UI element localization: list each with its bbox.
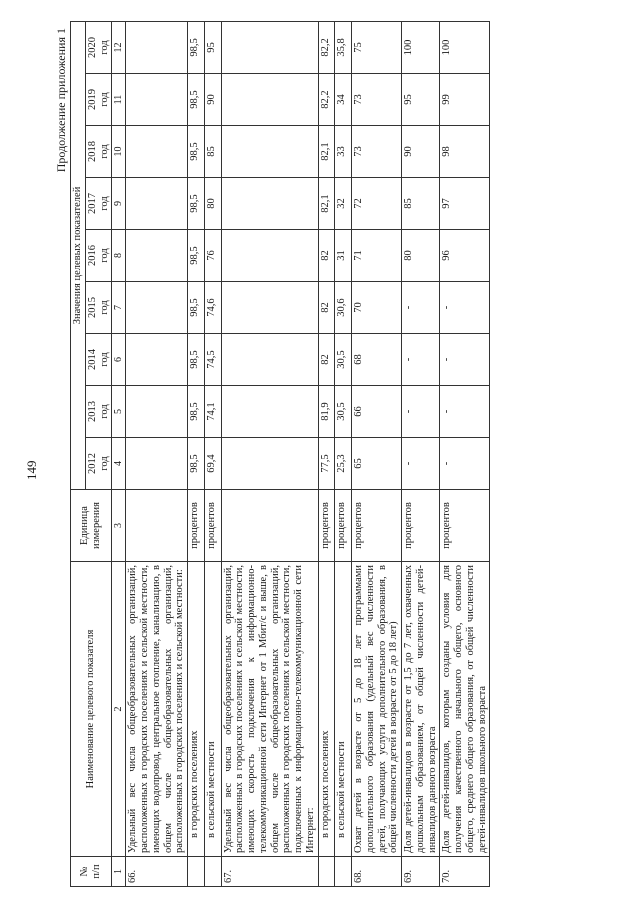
indicator-value: 82 xyxy=(318,334,335,386)
indicator-value: 98,5 xyxy=(188,126,205,178)
indicator-value xyxy=(221,386,318,438)
header-unit: Единица измерения xyxy=(71,490,112,562)
indicator-value: 65 xyxy=(352,438,402,490)
year-label: год xyxy=(98,144,110,159)
year-value: 2020 xyxy=(86,36,98,58)
year-value: 2018 xyxy=(86,141,98,162)
table-row xyxy=(440,21,490,886)
column-number: 7 xyxy=(112,282,126,334)
indicator-value: 98,5 xyxy=(188,438,205,490)
table-row xyxy=(188,21,205,886)
unit-of-measure: процентов xyxy=(402,490,440,562)
indicator-value: 34 xyxy=(335,74,352,126)
column-number: 2 xyxy=(112,562,126,857)
indicator-value xyxy=(221,334,318,386)
row-number xyxy=(188,857,205,887)
header-year xyxy=(85,230,112,282)
indicator-value: 71 xyxy=(352,230,402,282)
indicator-value xyxy=(126,74,188,126)
column-number: 1 xyxy=(112,857,126,887)
column-number: 5 xyxy=(112,386,126,438)
year-value: 2013 xyxy=(86,401,98,422)
indicator-value: 90 xyxy=(204,74,221,126)
column-number: 8 xyxy=(112,230,126,282)
indicator-value: 70 xyxy=(352,282,402,334)
indicator-value: 76 xyxy=(204,230,221,282)
unit-of-measure: процентов xyxy=(352,490,402,562)
year-value: 2017 xyxy=(86,193,98,214)
row-number xyxy=(335,857,352,887)
year-label: год xyxy=(98,352,110,367)
unit-of-measure: процентов xyxy=(440,490,490,562)
year-label: год xyxy=(98,196,110,211)
continuation-note: Продолжение приложения 1 xyxy=(54,28,68,173)
header-year xyxy=(85,334,112,386)
header-row-main xyxy=(71,21,86,886)
indicator-value: - xyxy=(440,438,490,490)
indicator-value xyxy=(126,126,188,178)
indicator-value: 66 xyxy=(352,386,402,438)
indicator-value: 74,5 xyxy=(204,334,221,386)
indicator-value xyxy=(221,21,318,73)
indicator-name: Удельный вес числа общеобразовательных организаций, расположенных в городских поселениях и сельской местности, имеющих скорость подключения к информационно-телекоммуникационной сети Интернет от 1 Мбит/с и выше, в общем числе общеобразовательных организаций, расположенных в городских поселениях и сельской местности, подключенных к информационно-телекоммуникационной сети Интернет: xyxy=(221,562,318,857)
indicator-name: Доля детей-инвалидов в возрасте от 1,5 до 7 лет, охваченных дошкольным образованием, от общей численности детей-инвалидов данного возраста xyxy=(402,562,440,857)
indicator-value: 98,5 xyxy=(188,178,205,230)
indicator-value: 96 xyxy=(440,230,490,282)
indicator-name: в сельской местности xyxy=(335,562,352,857)
indicator-value: 74,6 xyxy=(204,282,221,334)
header-row-column-numbers xyxy=(112,21,126,886)
header-year xyxy=(85,178,112,230)
indicator-value: 80 xyxy=(402,230,440,282)
column-number: 3 xyxy=(112,490,126,562)
indicator-value: 85 xyxy=(204,126,221,178)
indicator-value: 32 xyxy=(335,178,352,230)
header-year xyxy=(85,438,112,490)
row-number: 70. xyxy=(440,857,490,887)
row-number: 66. xyxy=(126,857,188,887)
column-number: 10 xyxy=(112,126,126,178)
year-label: год xyxy=(98,92,110,107)
indicator-value: 31 xyxy=(335,230,352,282)
table-header xyxy=(71,21,126,886)
indicator-name: в городских поселениях xyxy=(188,562,205,857)
column-number: 11 xyxy=(112,74,126,126)
year-value: 2012 xyxy=(86,453,98,474)
indicator-value: 73 xyxy=(352,126,402,178)
indicator-value xyxy=(126,21,188,73)
indicator-value: 25,3 xyxy=(335,438,352,490)
indicator-value: 100 xyxy=(402,21,440,73)
unit-of-measure: процентов xyxy=(204,490,221,562)
indicator-value: - xyxy=(402,334,440,386)
indicator-value xyxy=(221,230,318,282)
indicator-value: - xyxy=(402,282,440,334)
header-num: № п/п xyxy=(71,857,112,887)
table-body xyxy=(126,21,490,886)
indicator-value xyxy=(221,178,318,230)
column-number: 12 xyxy=(112,21,126,73)
unit-of-measure xyxy=(221,490,318,562)
indicator-value: 82,1 xyxy=(318,178,335,230)
indicator-value: 90 xyxy=(402,126,440,178)
table-row xyxy=(402,21,440,886)
year-label: год xyxy=(98,404,110,419)
indicator-value: 77,5 xyxy=(318,438,335,490)
table-row xyxy=(318,21,335,886)
row-number xyxy=(204,857,221,887)
indicator-value: - xyxy=(402,438,440,490)
column-number: 9 xyxy=(112,178,126,230)
indicator-value: 82,2 xyxy=(318,74,335,126)
indicator-value: 68 xyxy=(352,334,402,386)
unit-of-measure xyxy=(126,490,188,562)
indicator-value xyxy=(221,282,318,334)
year-label: год xyxy=(98,456,110,471)
indicator-value: 85 xyxy=(402,178,440,230)
indicator-value: 82 xyxy=(318,230,335,282)
row-number xyxy=(318,857,335,887)
table-row xyxy=(126,21,188,886)
indicator-value: 81,9 xyxy=(318,386,335,438)
year-value: 2014 xyxy=(86,349,98,370)
indicator-value: 30,5 xyxy=(335,334,352,386)
indicator-name: Доля детей-инвалидов, которым созданы условия для получения качественного начального общего, основного общего, среднего общего образования, от общей численности детей-инвалидов школьного возраста xyxy=(440,562,490,857)
indicator-value: 99 xyxy=(440,74,490,126)
target-indicators-table xyxy=(70,21,490,887)
indicator-value xyxy=(221,74,318,126)
year-value: 2015 xyxy=(86,297,98,318)
indicator-value xyxy=(126,334,188,386)
header-year xyxy=(85,386,112,438)
year-label: год xyxy=(98,40,110,55)
header-year xyxy=(85,126,112,178)
indicator-value: 98 xyxy=(440,126,490,178)
indicator-value: 73 xyxy=(352,74,402,126)
table-row xyxy=(352,21,402,886)
year-value: 2016 xyxy=(86,245,98,266)
indicator-value: 95 xyxy=(204,21,221,73)
column-number: 4 xyxy=(112,438,126,490)
indicator-value: - xyxy=(440,282,490,334)
header-year xyxy=(85,282,112,334)
indicator-name: Охват детей в возрасте от 5 до 18 лет программами дополнительного образования (удельный вес численности детей, получающих услуги дополнительного образования, в общей численности детей в возрасте от 5 до 18 лет) xyxy=(352,562,402,857)
table-row xyxy=(204,21,221,886)
indicator-value xyxy=(221,438,318,490)
indicator-value: 35,8 xyxy=(335,21,352,73)
indicator-value xyxy=(126,282,188,334)
indicator-name: в сельской местности xyxy=(204,562,221,857)
indicator-value: 98,5 xyxy=(188,386,205,438)
indicator-value: 82 xyxy=(318,282,335,334)
indicator-value: 98,5 xyxy=(188,282,205,334)
indicator-value: 30,5 xyxy=(335,386,352,438)
indicator-value: 98,5 xyxy=(188,74,205,126)
header-year xyxy=(85,74,112,126)
header-year xyxy=(85,21,112,73)
indicator-value: 33 xyxy=(335,126,352,178)
year-label: год xyxy=(98,248,110,263)
indicator-name: Удельный вес числа общеобразовательных организаций, расположенных в городских поселениях и сельской местности, имеющих водопровод, центральное отопление, канализацию, в общем числе общеобразовательных организаций, расположенных в городских поселениях и сельской местности: xyxy=(126,562,188,857)
indicator-value xyxy=(126,230,188,282)
indicator-value xyxy=(126,386,188,438)
year-value: 2019 xyxy=(86,89,98,110)
indicator-value xyxy=(221,126,318,178)
unit-of-measure: процентов xyxy=(318,490,335,562)
row-number: 68. xyxy=(352,857,402,887)
indicator-value: - xyxy=(440,334,490,386)
row-number: 69. xyxy=(402,857,440,887)
indicator-value xyxy=(126,438,188,490)
indicator-value: 74,1 xyxy=(204,386,221,438)
header-name: Наименование целевого показателя xyxy=(71,562,112,857)
indicator-value: 69,4 xyxy=(204,438,221,490)
unit-of-measure: процентов xyxy=(335,490,352,562)
table-row xyxy=(335,21,352,886)
indicator-value: 75 xyxy=(352,21,402,73)
indicator-value: 30,6 xyxy=(335,282,352,334)
indicator-value: 98,5 xyxy=(188,21,205,73)
indicator-value: 72 xyxy=(352,178,402,230)
indicator-name: в городских поселениях xyxy=(318,562,335,857)
unit-of-measure: процентов xyxy=(188,490,205,562)
indicator-value: - xyxy=(402,386,440,438)
indicator-value: 97 xyxy=(440,178,490,230)
page-number: 149 xyxy=(24,460,39,480)
indicator-value: - xyxy=(440,386,490,438)
indicator-value: 98,5 xyxy=(188,334,205,386)
indicator-value: 95 xyxy=(402,74,440,126)
indicator-value: 80 xyxy=(204,178,221,230)
header-values-group: Значения целевых показателей xyxy=(71,21,86,489)
row-number: 67. xyxy=(221,857,318,887)
indicator-value: 98,5 xyxy=(188,230,205,282)
column-number: 6 xyxy=(112,334,126,386)
indicator-value: 82,2 xyxy=(318,21,335,73)
indicator-value xyxy=(126,178,188,230)
indicator-value: 100 xyxy=(440,21,490,73)
table-row xyxy=(221,21,318,886)
indicator-value: 82,1 xyxy=(318,126,335,178)
year-label: год xyxy=(98,300,110,315)
